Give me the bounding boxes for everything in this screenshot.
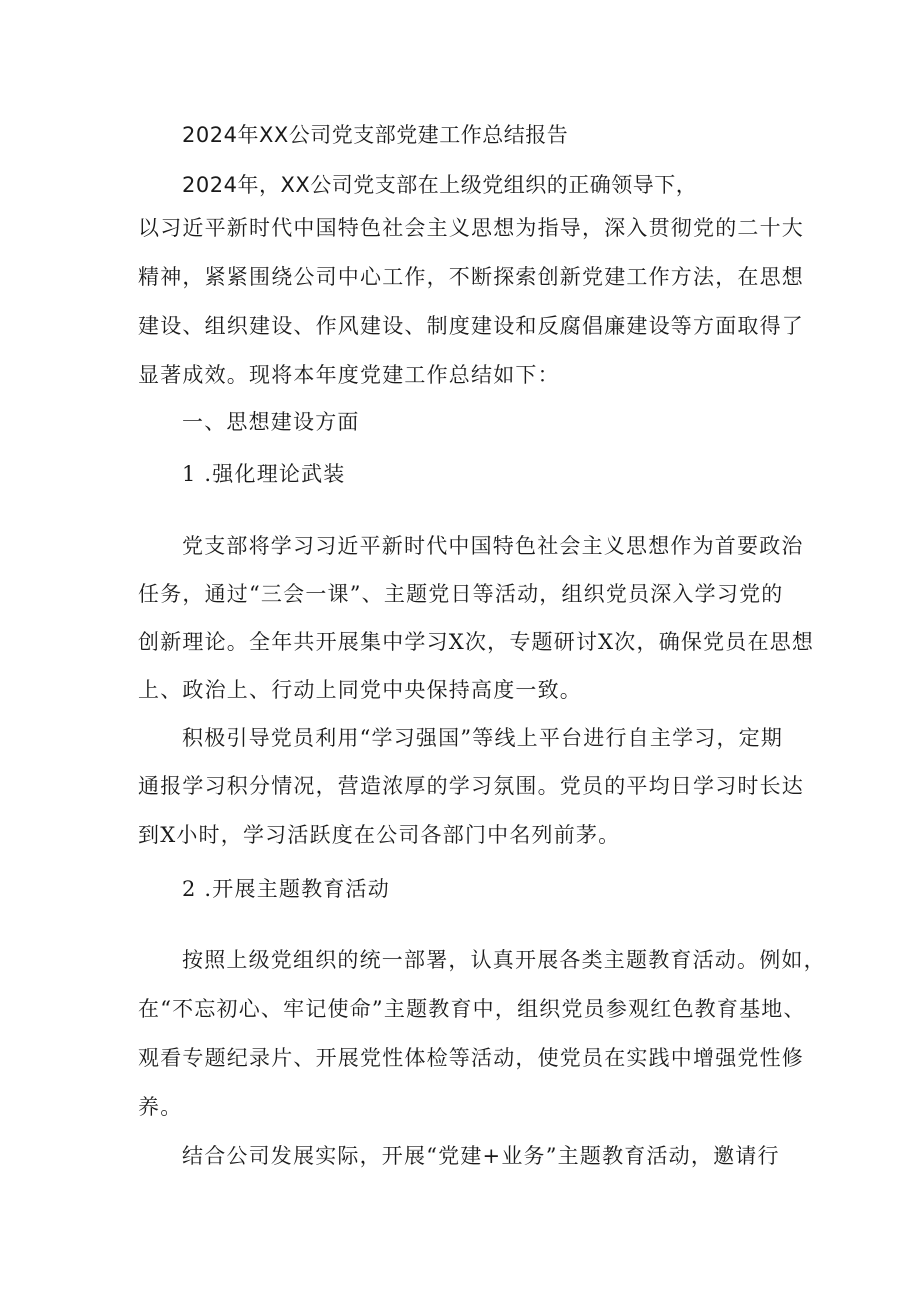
intro-line: 显著成效。现将本年度党建工作总结如下： — [138, 363, 560, 387]
intro-line: 2024年，XX公司党支部在上级党组织的正确领导下， — [182, 173, 698, 197]
paragraph-line: 按照上级党组织的统一部署，认真开展各类主题教育活动。例如， — [182, 948, 826, 972]
intro-line: 建设、组织建设、作风建设、制度建设和反腐倡廉建设等方面取得了 — [138, 314, 804, 338]
paragraph-line: 积极引导党员利用“学习强国”等线上平台进行自主学习，定期 — [182, 726, 784, 750]
paragraph-line: 养。 — [138, 1095, 183, 1119]
intro-line: 以习近平新时代中国特色社会主义思想为指导，深入贯彻党的二十大 — [138, 216, 804, 240]
paragraph-line: 任务，通过“三会一课”、主题党日等活动，组织党员深入学习党的 — [138, 582, 784, 606]
paragraph-line: 在“不忘初心、牢记使命”主题教育中，组织党员参观红色教育基地、 — [138, 997, 806, 1021]
paragraph-line: 结合公司发展实际，开展“党建+业务”主题教育活动，邀请行 — [182, 1144, 780, 1168]
paragraph-line: 上、政治上、行动上同党中央保持高度一致。 — [138, 678, 582, 702]
subsection-heading: 2 .开展主题教育活动 — [182, 877, 390, 901]
intro-line: 精神，紧紧围绕公司中心工作，不断探索创新党建工作方法，在思想 — [138, 265, 804, 289]
paragraph-line: 创新理论。全年共开展集中学习X次，专题研讨X次，确保党员在思想 — [138, 630, 815, 654]
paragraph-line: 到X小时，学习活跃度在公司各部门中名列前茅。 — [138, 823, 621, 847]
paragraph-line: 观看专题纪录片、开展党性体检等活动，使党员在实践中增强党性修 — [138, 1046, 804, 1070]
paragraph-line: 通报学习积分情况，营造浓厚的学习氛围。党员的平均日学习时长达 — [138, 774, 804, 798]
paragraph-line: 党支部将学习习近平新时代中国特色社会主义思想作为首要政治 — [182, 534, 804, 558]
document-title: 2024年XX公司党支部党建工作总结报告 — [182, 123, 569, 147]
section-heading: 一、思想建设方面 — [182, 410, 360, 434]
subsection-heading: 1 .强化理论武装 — [182, 462, 346, 486]
